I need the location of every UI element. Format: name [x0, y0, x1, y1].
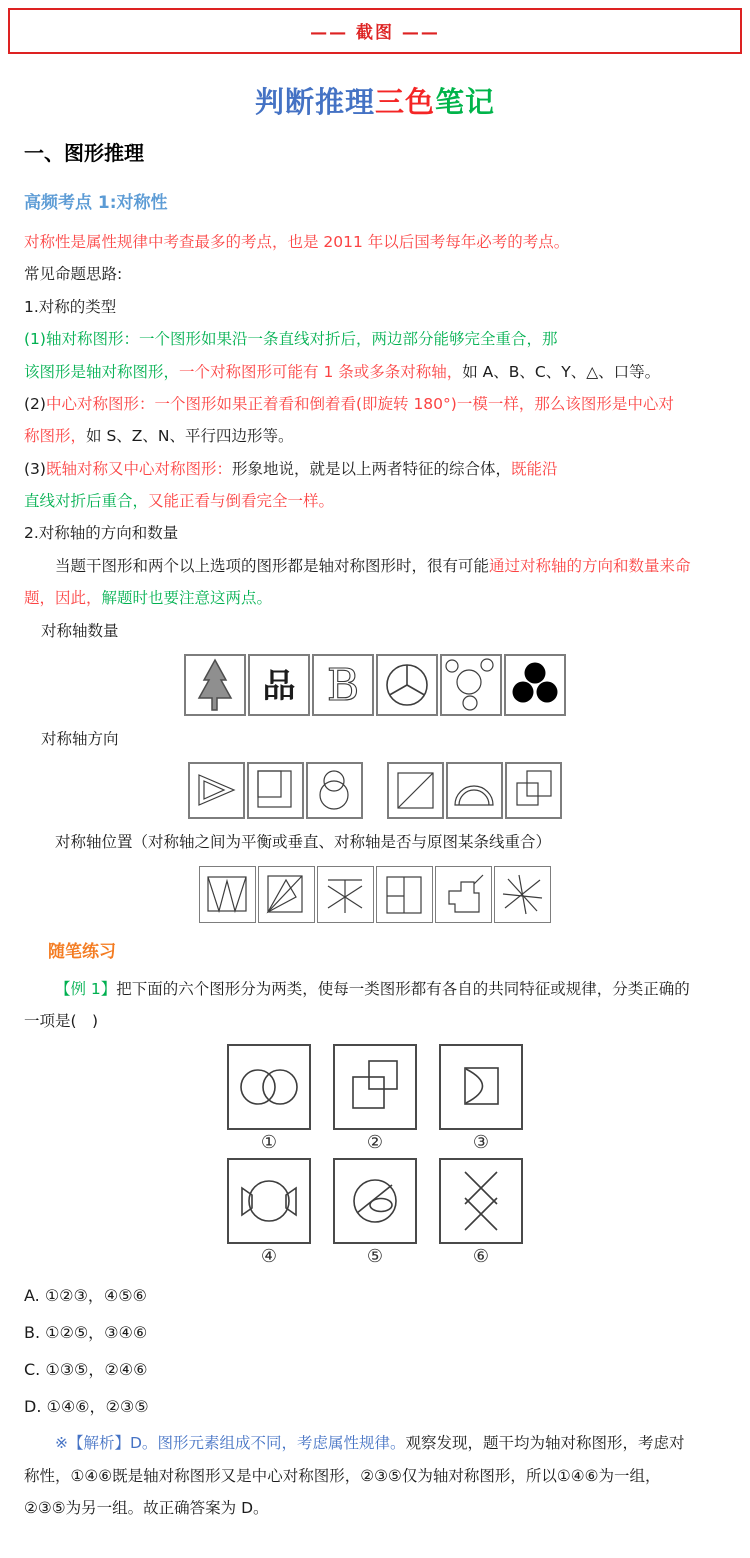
question-line-1: 【例 1】把下面的六个图形分为两类，使每一类图形都有各自的共同特征或规律，分类正确的: [55, 979, 690, 998]
benz-logo-icon: [376, 654, 438, 716]
figure-label: ②: [366, 1132, 384, 1154]
circle-line-ellipse-icon: [333, 1158, 417, 1244]
clover-icon: [504, 654, 566, 716]
figure-label: ⑤: [366, 1246, 384, 1268]
option-b: B. ①②⑤，③④⑥: [24, 1323, 148, 1343]
bowtie-cross-icon: [317, 866, 374, 923]
example-figure-2: [333, 1044, 417, 1152]
analysis-line-3: ②③⑤为另一组。故正确答案为 D。: [24, 1499, 269, 1518]
example-figure-grid: [24, 1044, 726, 1266]
offset-squares-icon: [505, 762, 562, 819]
nested-squares-icon: [247, 762, 304, 819]
figure-row-axis-position: [24, 866, 726, 923]
analysis-line-2: 称性，①④⑥既是轴对称图形又是中心对称图形，②③⑤仅为轴对称图形，所以①④⑥为一组，: [24, 1466, 661, 1485]
kite-in-square-icon: [258, 866, 315, 923]
svg-text:B: B: [326, 659, 360, 711]
example-figure-4: [227, 1158, 311, 1266]
option-list: [24, 1286, 726, 1417]
circle-cluster-icon: [440, 654, 502, 716]
direction-group-1: [188, 762, 363, 819]
paragraph-axial-1: (1)轴对称图形：一个图形如果沿一条直线对折后，两边部分能够完全重合，那: [24, 330, 558, 349]
nested-triangles-icon: [188, 762, 245, 819]
example-figure-3: [439, 1044, 523, 1152]
paragraph-central-2: 称图形，如 S、Z、N、平行四边形等。: [24, 427, 294, 446]
label-axis-count: 对称轴数量: [41, 621, 119, 640]
practice-heading: 随笔练习: [48, 941, 116, 962]
circle-with-wings-icon: [227, 1158, 311, 1244]
pin-character-icon: [248, 654, 310, 716]
document-title: 判断推理三色笔记: [254, 85, 496, 119]
paragraph-central-1: (2)中心对称图形：一个图形如果正着看和倒着看(即旋转 180°)一模一样，那么该图形是中心对: [24, 394, 674, 413]
square-with-diagonal-icon: [387, 762, 444, 819]
divided-square-icon: [376, 866, 433, 923]
crossing-lines-icon: [494, 866, 551, 923]
figure-label: ①: [260, 1132, 278, 1154]
svg-text:品: 品: [262, 665, 296, 705]
figure-label: ⑥: [472, 1246, 490, 1268]
topic-heading: 高频考点 1:对称性: [24, 193, 168, 213]
option-a: A. ①②③，④⑤⑥: [24, 1286, 147, 1306]
overlapping-circles-icon: [227, 1044, 311, 1130]
w-in-square-icon: [199, 866, 256, 923]
label-axis-direction: 对称轴方向: [41, 729, 119, 748]
paragraph-axial-2: 该图形是轴对称图形，一个对称图形可能有 1 条或多条对称轴，如 A、B、C、Y、△、口等。: [24, 362, 661, 381]
question-line-2: 一项是( ): [24, 1012, 99, 1030]
example-figure-5: [333, 1158, 417, 1266]
letter-b-icon: [312, 654, 374, 716]
paragraph-axis-note-1: 当题干图形和两个以上选项的图形都是轴对称图形时，很有可能通过对称轴的方向和数量来命: [55, 556, 691, 575]
paragraph-ideas: 常见命题思路:: [24, 265, 123, 284]
direction-group-2: [387, 762, 562, 819]
document-page: [0, 80, 750, 1558]
double-x-lines-icon: [439, 1158, 523, 1244]
analysis-line-1: ※【解析】D。图形元素组成不同，考虑属性规律。观察发现，题干均为轴对称图形，考虑对: [55, 1434, 685, 1453]
square-with-arc-icon: [439, 1044, 523, 1130]
double-dome-icon: [446, 762, 503, 819]
screenshot-banner: [8, 8, 742, 54]
paragraph-type-title: 1.对称的类型: [24, 297, 117, 316]
label-axis-position: 对称轴位置（对称轴之间为平衡或垂直、对称轴是否与原图某条线重合）: [55, 833, 552, 852]
paragraph-intro: 对称性是属性规律中考查最多的考点，也是 2011 年以后国考每年必考的考点。: [24, 233, 570, 251]
option-d: D. ①④⑥，②③⑤: [24, 1397, 149, 1417]
paragraph-both-2: 直线对折后重合，又能正看与倒看完全一样。: [24, 492, 335, 510]
paragraph-axis-note-2: 题，因此，解题时也要注意这两点。: [24, 589, 273, 608]
paragraph-both-1: (3)既轴对称又中心对称图形：形象地说，就是以上两者特征的综合体，既能沿: [24, 459, 558, 478]
figure-label: ④: [260, 1246, 278, 1268]
example-figure-6: [439, 1158, 523, 1266]
banner-label: —— 截图 ——: [310, 23, 440, 43]
figure-row-axis-direction: [24, 762, 726, 819]
example-figure-1: [227, 1044, 311, 1152]
figure-row-axis-count: [24, 654, 726, 716]
figure-label: ③: [472, 1132, 490, 1154]
paragraph-axis-title: 2.对称轴的方向和数量: [24, 524, 179, 543]
notched-polygon-icon: [435, 866, 492, 923]
overlapping-squares-icon: [333, 1044, 417, 1130]
pine-tree-icon: [184, 654, 246, 716]
option-c: C. ①③⑤，②④⑥: [24, 1360, 148, 1380]
section-heading: 一、图形推理: [24, 141, 144, 165]
stacked-circles-icon: [306, 762, 363, 819]
